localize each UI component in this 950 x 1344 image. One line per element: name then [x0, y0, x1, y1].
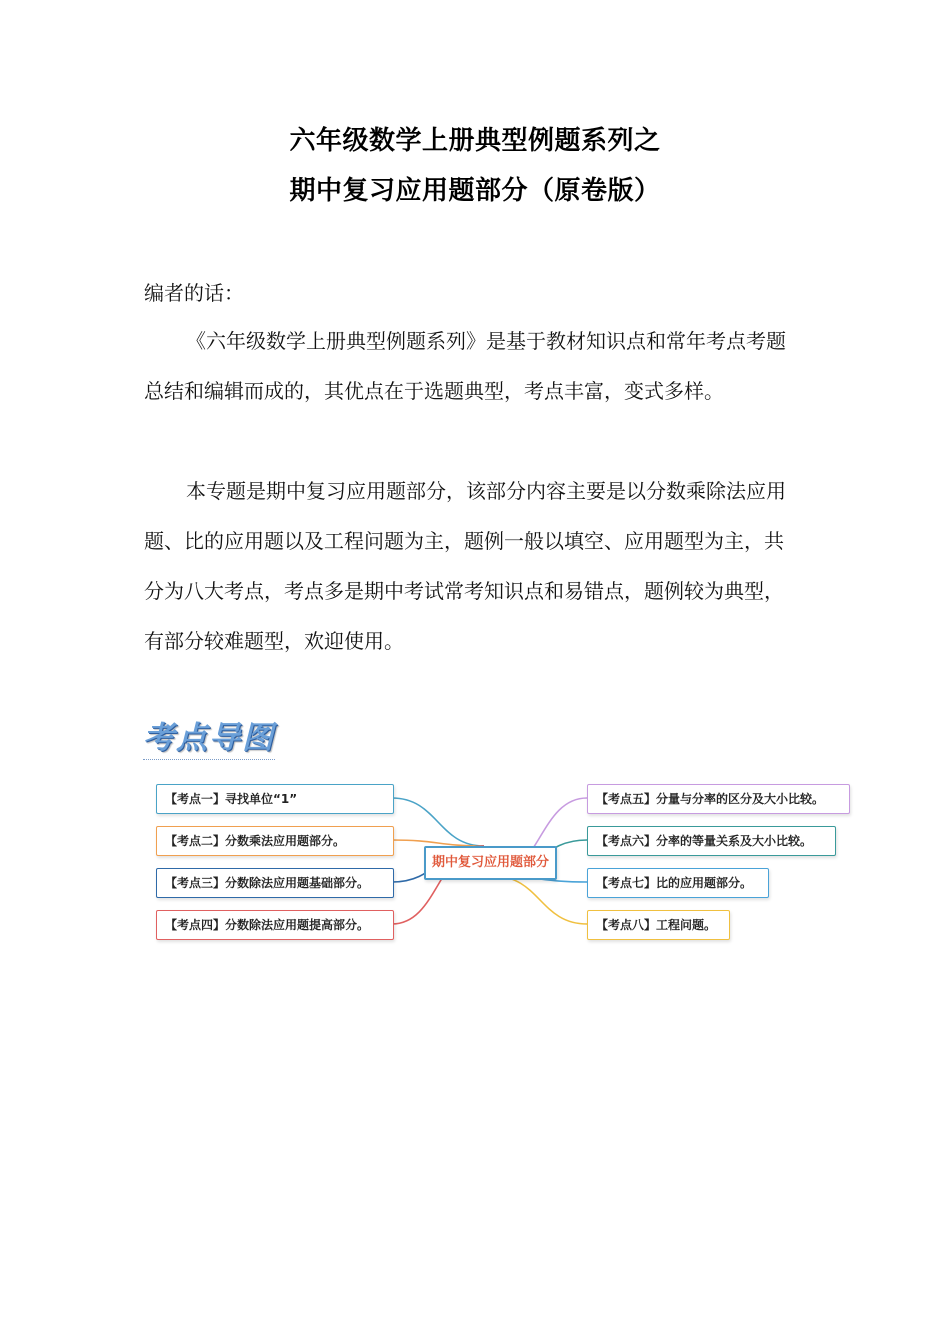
mindmap-node-left-2: 【考点二】分数乘法应用题部分。 [156, 826, 394, 856]
mindmap-node-left-3: 【考点三】分数除法应用题基础部分。 [156, 868, 394, 898]
connector-right-4 [493, 876, 587, 924]
paragraph-2: 本专题是期中复习应用题部分，该部分内容主要是以分数乘除法应用题、比的应用题以及工程问题为主，题例一般以填空、应用题型为主，共分为八大考点，考点多是期中考试常考知识点和易错点，题例较为典型，有部分较难题型，欢迎使用。 [144, 479, 786, 653]
mindmap-node-left-4: 【考点四】分数除法应用题提高部分。 [156, 910, 394, 940]
mindmap-node-left-1: 【考点一】寻找单位“1” [156, 784, 394, 814]
mindmap-node-right-4: 【考点八】工程问题。 [587, 910, 730, 940]
title-line-2: 期中复习应用题部分（原卷版） [289, 176, 661, 206]
mindmap-node-right-2: 【考点六】分率的等量关系及大小比较。 [587, 826, 836, 856]
mindmap-center-node: 期中复习应用题部分 [424, 846, 557, 880]
title-line-1: 六年级数学上册典型例题系列之 [289, 126, 661, 156]
mindmap-heading: 考点导图 [143, 712, 275, 760]
paragraph-1: 《六年级数学上册典型例题系列》是基于教材知识点和常年考点考题总结和编辑而成的，其优点在于选题典型，考点丰富，变式多样。 [144, 329, 786, 403]
mindmap-node-right-1: 【考点五】分量与分率的区分及大小比较。 [587, 784, 850, 814]
connector-left-1 [392, 798, 484, 846]
intro-label: 编者的话： [144, 281, 244, 305]
mindmap-node-right-3: 【考点七】比的应用题部分。 [587, 868, 769, 898]
